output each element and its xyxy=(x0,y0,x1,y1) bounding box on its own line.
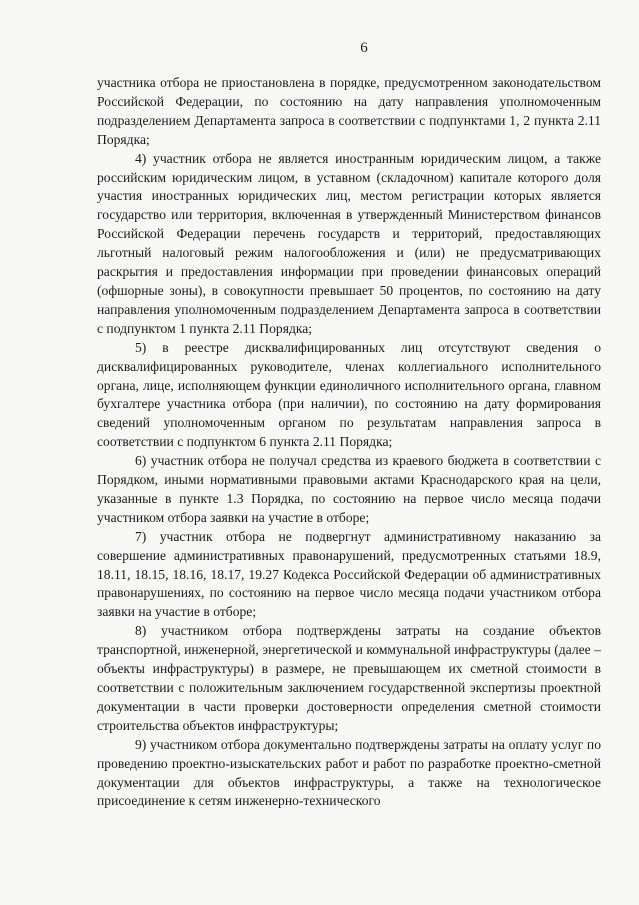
paragraph-item-9: 9) участником отбора документально подтверждены затраты на оплату услуг по проведению проектно-изыскательских работ и работ по разработке проектно-сметной документации для объектов инфраструктуры, а также на технологическое присоединение к сетям инженерно-технического xyxy=(97,736,601,809)
page-number: 6 xyxy=(360,40,368,56)
document-body xyxy=(97,74,601,811)
paragraph-item-5: 5) в реестре дисквалифицированных лиц отсутствуют сведения о дисквалифицированных руководителе, членах коллегиального исполнительного органа, лице, исполняющем функции единоличного исполнительного органа, главном бухгалтере участника отбора (при наличии), по состоянию на дату формирования сведений уполномоченным органом по результатам направления запроса в соответствии с подпунктом 6 пункта 2.11 Порядка; xyxy=(97,339,601,450)
paragraph-item-6: 6) участник отбора не получал средства из краевого бюджета в соответствии с Порядком, иными нормативными правовыми актами Краснодарского края на цели, указанные в пункте 1.3 Порядка, по состоянию на первое число месяца подачи участником отбора заявки на участие в отборе; xyxy=(97,453,601,525)
paragraph-item-7: 7) участник отбора не подвергнут административному наказанию за совершение административных правонарушений, предусмотренных статьями 18.9, 18.11, 18.15, 18.16, 18.17, 19.27 Кодекса Российской Федерации об административных правонарушениях, по состоянию на первое число месяца подачи участником отбора заявки на участие в отборе; xyxy=(97,528,601,620)
paragraph-continuation: участника отбора не приостановлена в порядке, предусмотренном законодательством Российской Федерации, по состоянию на дату направления уполномоченным подразделением Департамента запроса в соответствии с подпунктами 1, 2 пункта 2.11 Порядка; xyxy=(97,75,601,147)
paragraph-item-4: 4) участник отбора не является иностранным юридическим лицом, а также российским юридическим лицом, в уставном (складочном) капитале которого доля участия иностранных юридических лиц, местом регистрации которых является государство или территория, включенная в утвержденный Министерством финансов Российской Федерации перечень государств и территорий, предоставляющих льготный налоговый режим налогообложения и (или) не предусматривающих раскрытия и предоставления информации при проведении финансовых операций (офшорные зоны), в совокупности превышает 50 процентов, по состоянию на дату направления уполномоченным подразделением Департамента запроса в соответствии с подпунктом 1 пункта 2.11 Порядка; xyxy=(97,150,601,336)
paragraph-item-8: 8) участником отбора подтверждены затраты на создание объектов транспортной, инженерной, энергетической и коммунальной инфраструктуры (далее – объекты инфраструктуры) в размере, не превышающем их сметной стоимости в соответствии с положительным заключением государственной экспертизы проектной документации в части проверки достоверности определения сметной стоимости строительства объектов инфраструктуры; xyxy=(97,623,601,733)
